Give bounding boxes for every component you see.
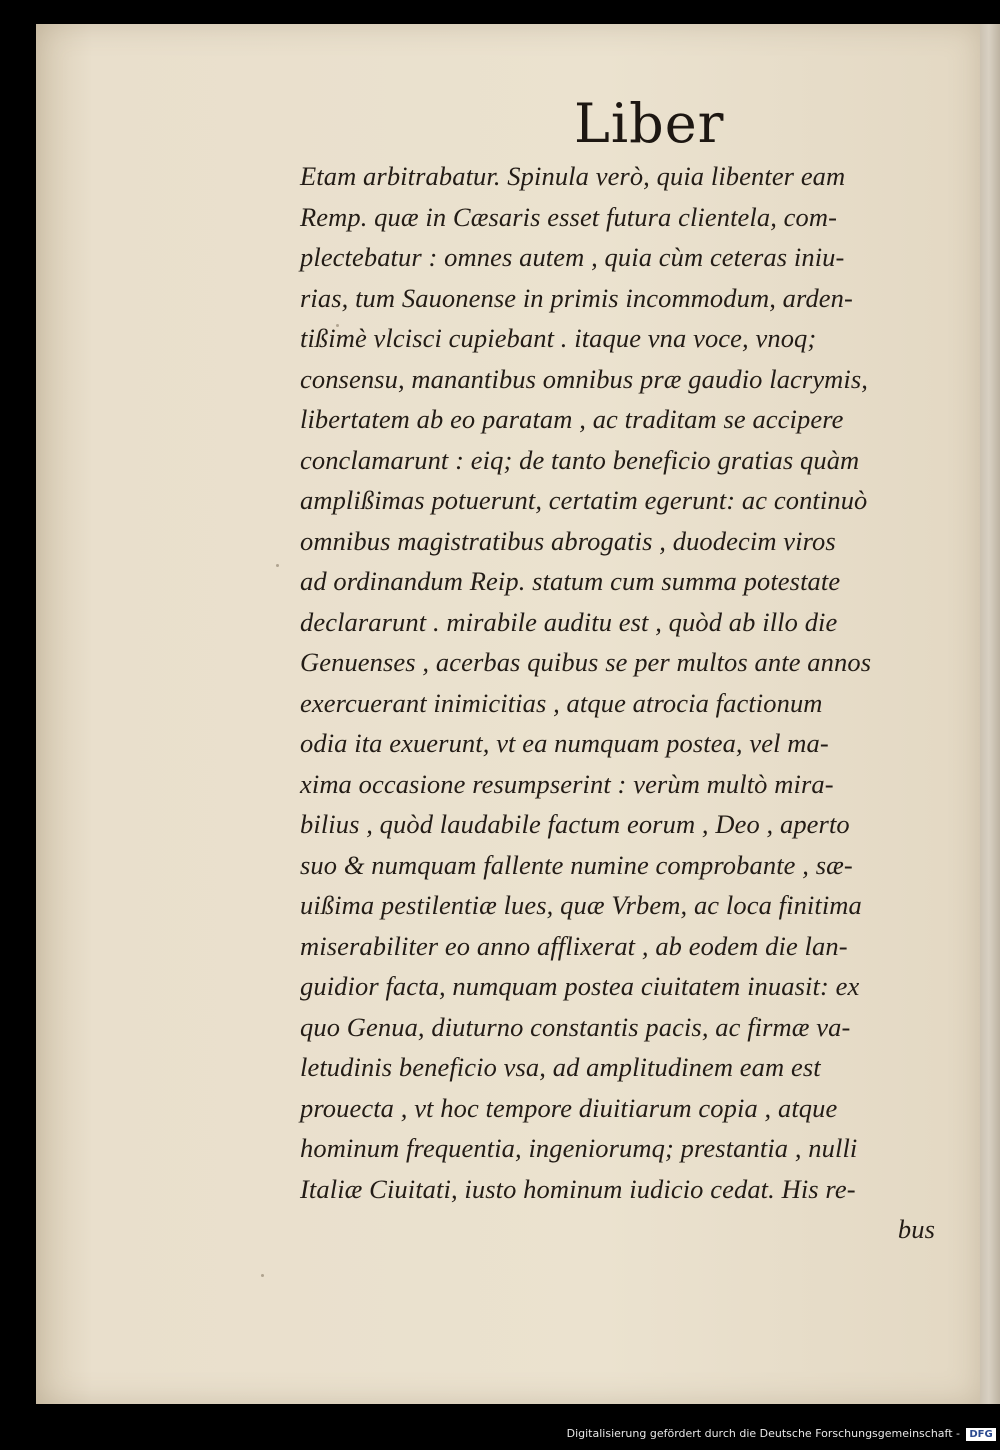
text-line: rias, tum Sauonense in primis incommodum, arden- [300,282,853,313]
text-line: quo Genua, diuturno constantis pacis, ac firmæ va- [300,1011,851,1042]
body-text [300,156,985,1250]
text-line: omnibus magistratibus abrogatis , duodecim viros [300,525,836,556]
text-line: bilius , quòd laudabile factum eorum , Deo , aperto [300,809,850,839]
text-line: prouecta , vt hoc tempore diuitiarum copia , atque [300,1092,838,1123]
text-line: suo & numquam fallente numine comprobante , sæ- [300,849,853,880]
text-line: libertatem ab eo paratam , ac traditam se accipere [300,404,844,434]
text-line: exercuerant inimicitias , atque atrocia factionum [300,687,823,718]
text-line: consensu, manantibus omnibus præ gaudio lacrymis, [300,363,869,394]
paper-speck [261,1274,264,1277]
text-line: Remp. quæ in Cæsaris esset futura clientela, com- [300,201,838,232]
text-line: conclamarunt : eiq; de tanto beneficio gratias quàm [300,444,860,475]
text-line: bus [897,1214,935,1244]
text-line: amplißimas potuerunt, certatim egerunt: ac continuò [300,485,868,515]
text-line: letudinis beneficio vsa, ad amplitudinem eam est [300,1052,821,1082]
footer-bar [0,1404,1000,1450]
text-line: Etam arbitrabatur. Spinula verò, quia libenter eam [300,161,846,191]
text-line: xima occasione resumpserint : verùm multò mira- [300,768,834,799]
text-line: guidior facta, numquam postea ciuitatem inuasit: ex [300,971,860,1001]
text-line: miserabiliter eo anno afflixerat , ab eodem die lan- [300,930,848,961]
running-head: Liber [574,92,725,155]
text-line: hominum frequentia, ingeniorumq; prestantia , nulli [300,1133,858,1163]
text-line: declararunt . mirabile auditu est , quòd ab illo die [300,606,838,637]
paper-speck [276,564,279,567]
text-line: ad ordinandum Reip. statum cum summa potestate [300,566,841,596]
text-line: tißimè vlcisci cupiebant . itaque vna voce, vnoq; [300,323,817,353]
text-line: Genuenses , acerbas quibus se per multos ante annos [300,647,872,677]
digitization-credit: Digitalisierung gefördert durch die Deutsche Forschungsgemeinschaft - [566,1427,960,1440]
dfg-logo-icon: DFG [966,1428,996,1441]
text-line: Italiæ Ciuitati, iusto hominum iudicio cedat. His re- [300,1173,856,1204]
text-line: plectebatur : omnes autem , quia cùm ceteras iniu- [300,242,845,272]
text-line: odia ita exuerunt, vt ea numquam postea, vel ma- [300,728,829,758]
text-line: uißima pestilentiæ lues, quæ Vrbem, ac loca finitima [300,890,862,920]
